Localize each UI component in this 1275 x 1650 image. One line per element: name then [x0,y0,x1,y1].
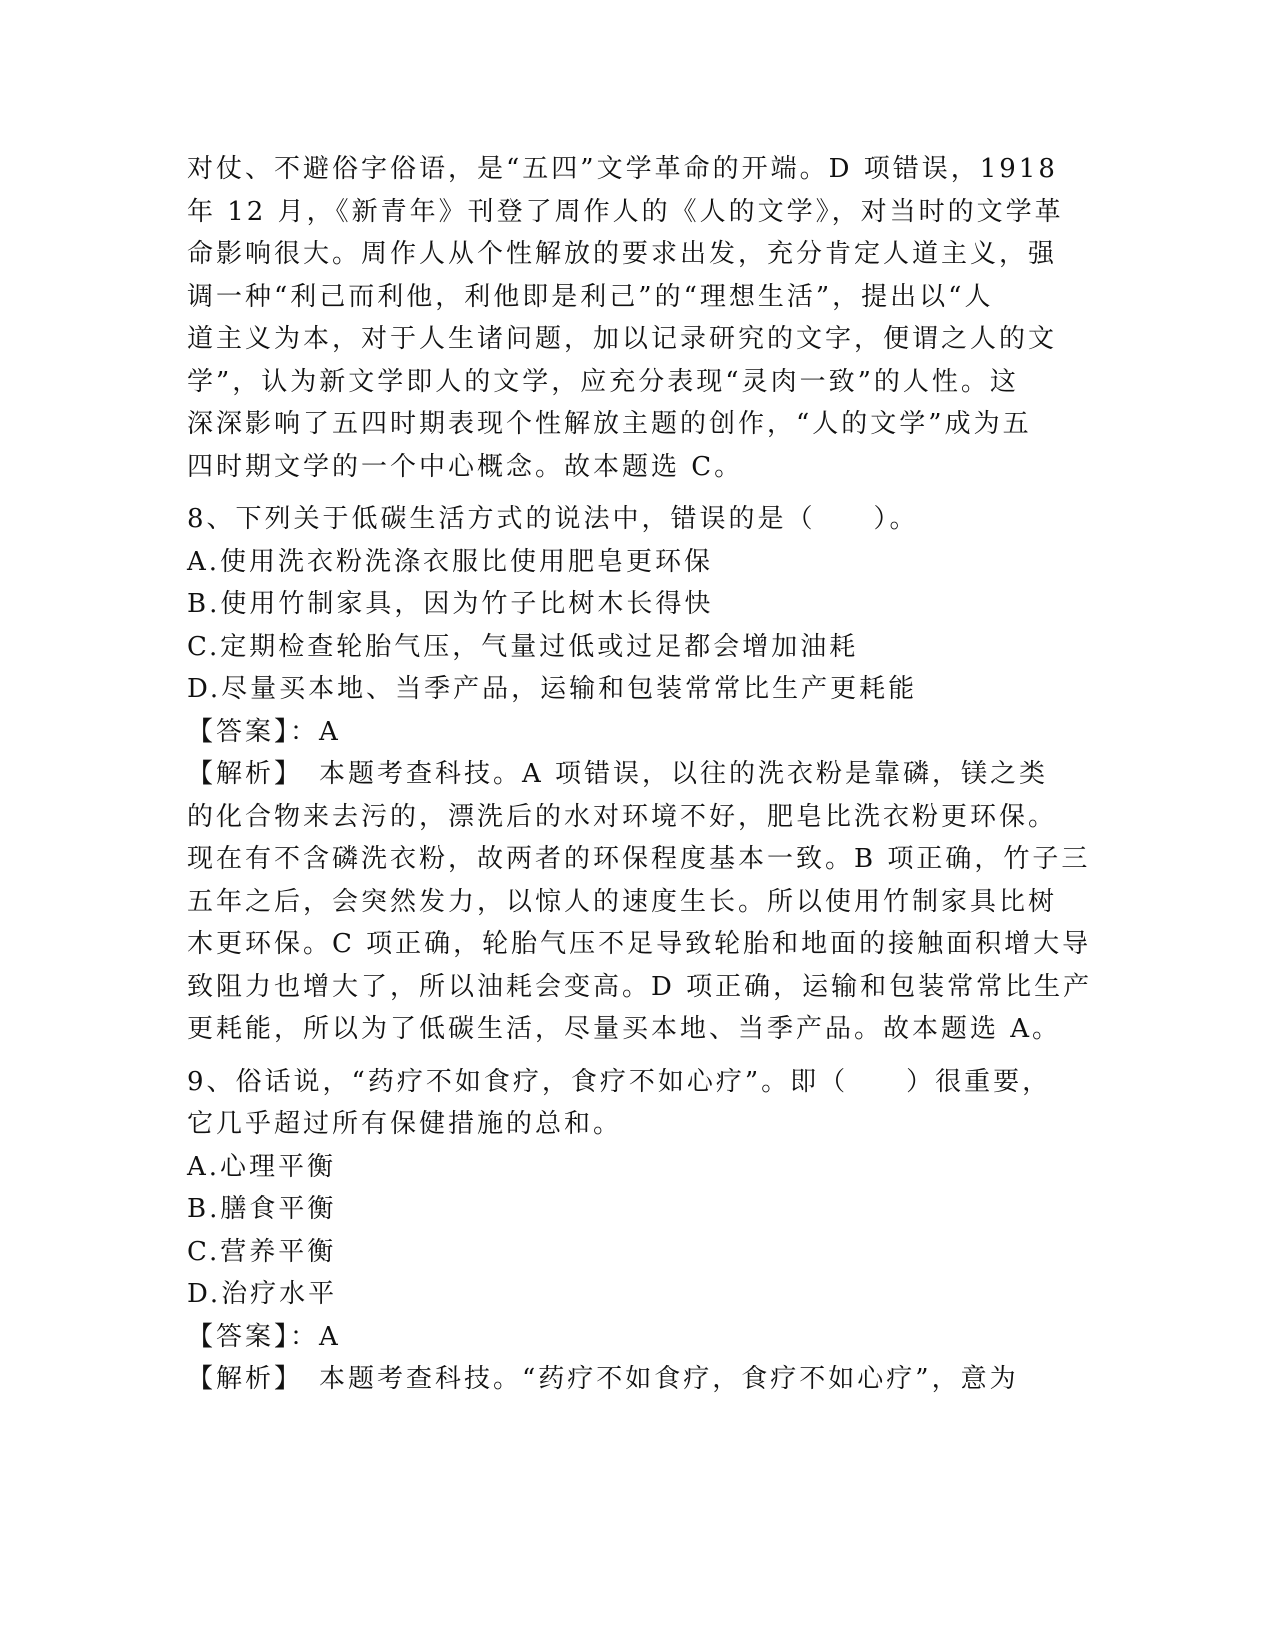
text-line: 道主义为本，对于人生诸问题，加以记录研究的文字，便谓之人的文 [187,324,1058,354]
analysis-line: 五年之后，会突然发力，以惊人的速度生长。所以使用竹制家具比树 [187,886,1058,917]
question-8 [187,498,1093,1051]
text-line: 四时期文学的一个中心概念。故本题选 C。 [187,451,744,482]
previous-analysis-continuation [187,148,1087,488]
text-line: 调一种“利己而利他，利他即是利己”的“理想生活”，提出以“人 [187,281,994,312]
option-c: C.营养平衡 [187,1236,337,1267]
answer-line: 【答案】：A [187,716,341,747]
document-page [187,148,1093,1401]
analysis-line: 现在有不含磷洗衣粉，故两者的环保程度基本一致。B 项正确，竹子三 [187,844,1091,874]
analysis-line: 木更环保。C 项正确，轮胎气压不足导致轮胎和地面的接触面积增大导 [187,929,1092,959]
question-stem: 9、俗话说，“药疗不如食疗，食疗不如心疗”。即（ ）很重要， [187,1066,1052,1097]
question-stem: 它几乎超过所有保健措施的总和。 [187,1109,623,1139]
answer-line: 【答案】：A [187,1321,341,1352]
option-b: B.膳食平衡 [187,1194,337,1224]
option-a: A.心理平衡 [187,1151,337,1182]
text-line: 年 12 月，《新青年》刊登了周作人的《人的文学》，对当时的文学革 [187,196,1064,227]
analysis-line: 的化合物来去污的，漂洗后的水对环境不好，肥皂比洗衣粉更环保。 [187,801,1058,832]
text-line: 学”，认为新文学即人的文学，应充分表现“灵肉一致”的人性。这 [187,366,1019,397]
analysis-line: 【解析】 本题考查科技。A 项错误，以往的洗衣粉是靠磷，镁之类 [187,759,1049,789]
option-c: C.定期检查轮胎气压，气量过低或过足都会增加油耗 [187,631,859,662]
option-d: D.治疗水平 [187,1279,338,1309]
question-9 [187,1061,1087,1401]
analysis-line: 更耗能，所以为了低碳生活，尽量买本地、当季产品。故本题选 A。 [187,1014,1062,1044]
option-d: D.尽量买本地、当季产品，运输和包装常常比生产更耗能 [187,674,918,704]
question-stem: 8、下列关于低碳生活方式的说法中，错误的是（ ）。 [187,504,919,534]
analysis-line: 【解析】 本题考查科技。“药疗不如食疗，食疗不如心疗”，意为 [187,1364,1019,1394]
text-line: 命影响很大。周作人从个性解放的要求出发，充分肯定人道主义，强 [187,239,1058,269]
analysis-line: 致阻力也增大了，所以油耗会变高。D 项正确，运输和包装常常比生产 [187,971,1093,1002]
text-line: 深深影响了五四时期表现个性解放主题的创作，“人的文学”成为五 [187,409,1032,439]
option-a: A.使用洗衣粉洗涤衣服比使用肥皂更环保 [187,546,714,577]
text-line: 对仗、不避俗字俗语，是“五四”文学革命的开端。D 项错误，1918 [187,154,1058,184]
option-b: B.使用竹制家具，因为竹子比树木长得快 [187,589,714,619]
